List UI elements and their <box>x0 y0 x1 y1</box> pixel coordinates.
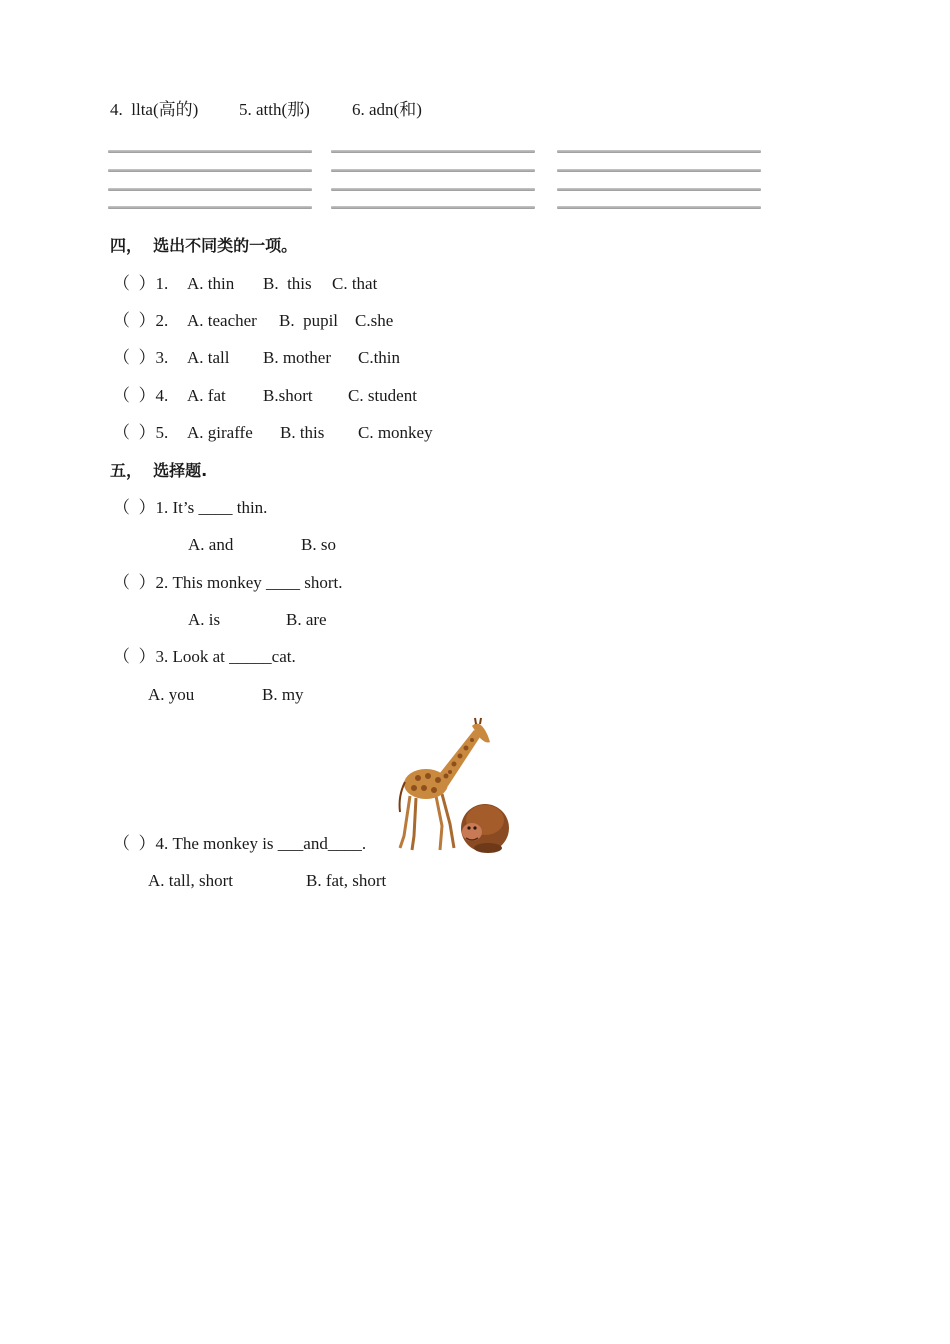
option-a: A. fat <box>187 386 226 405</box>
question-stem: （ ）2. This monkey ____ short. <box>113 573 343 592</box>
option-b: B. this <box>263 274 312 293</box>
option-c: C.she <box>355 311 394 330</box>
question-prefix: （ ）2. <box>113 311 169 330</box>
option-b: B. are <box>286 610 327 629</box>
option-c: C. student <box>348 386 417 405</box>
option-c: C.thin <box>358 348 401 367</box>
section-5-title: 五， 选择题. <box>110 461 208 480</box>
option-b: B. mother <box>263 348 331 367</box>
question-stem: （ ）1. It’s ____ thin. <box>113 498 268 517</box>
unscramble-item-5: 5. atth(那) <box>239 100 310 119</box>
writing-box-4[interactable] <box>108 148 312 208</box>
option-b: B. my <box>262 685 304 704</box>
question-prefix: （ ）5. <box>113 423 169 442</box>
question-prefix: （ ）3. <box>113 348 169 367</box>
question-prefix: （ ）4. <box>113 386 169 405</box>
question-stem: （ ）4. The monkey is ___and____. <box>113 834 367 853</box>
option-b: B. pupil <box>279 311 339 330</box>
question-prefix: （ ）1. <box>113 274 169 293</box>
option-b: B. so <box>301 535 336 554</box>
unscramble-item-6: 6. adn(和) <box>352 100 422 119</box>
unscramble-item-4: 4. llta(高的) <box>110 100 199 119</box>
option-a: A. and <box>188 535 234 554</box>
question-stem: （ ）3. Look at _____cat. <box>113 647 296 666</box>
option-b: B.short <box>263 386 313 405</box>
giraffe-and-monkey-picture <box>392 716 512 854</box>
option-a: A. thin <box>187 274 235 293</box>
writing-box-5[interactable] <box>331 148 535 208</box>
option-a: A. is <box>188 610 221 629</box>
option-b: B. this <box>280 423 325 442</box>
section-4-title: 四， 选出不同类的一项。 <box>110 236 298 255</box>
option-a: A. tall, short <box>148 871 233 890</box>
option-a: A. giraffe <box>187 423 253 442</box>
option-b: B. fat, short <box>306 871 387 890</box>
monkey-icon <box>461 804 509 853</box>
option-a: A. tall <box>187 348 230 367</box>
writing-box-6[interactable] <box>557 148 761 208</box>
option-c: C. that <box>332 274 378 293</box>
option-c: C. monkey <box>358 423 433 442</box>
option-a: A. teacher <box>187 311 257 330</box>
option-a: A. you <box>148 685 195 704</box>
